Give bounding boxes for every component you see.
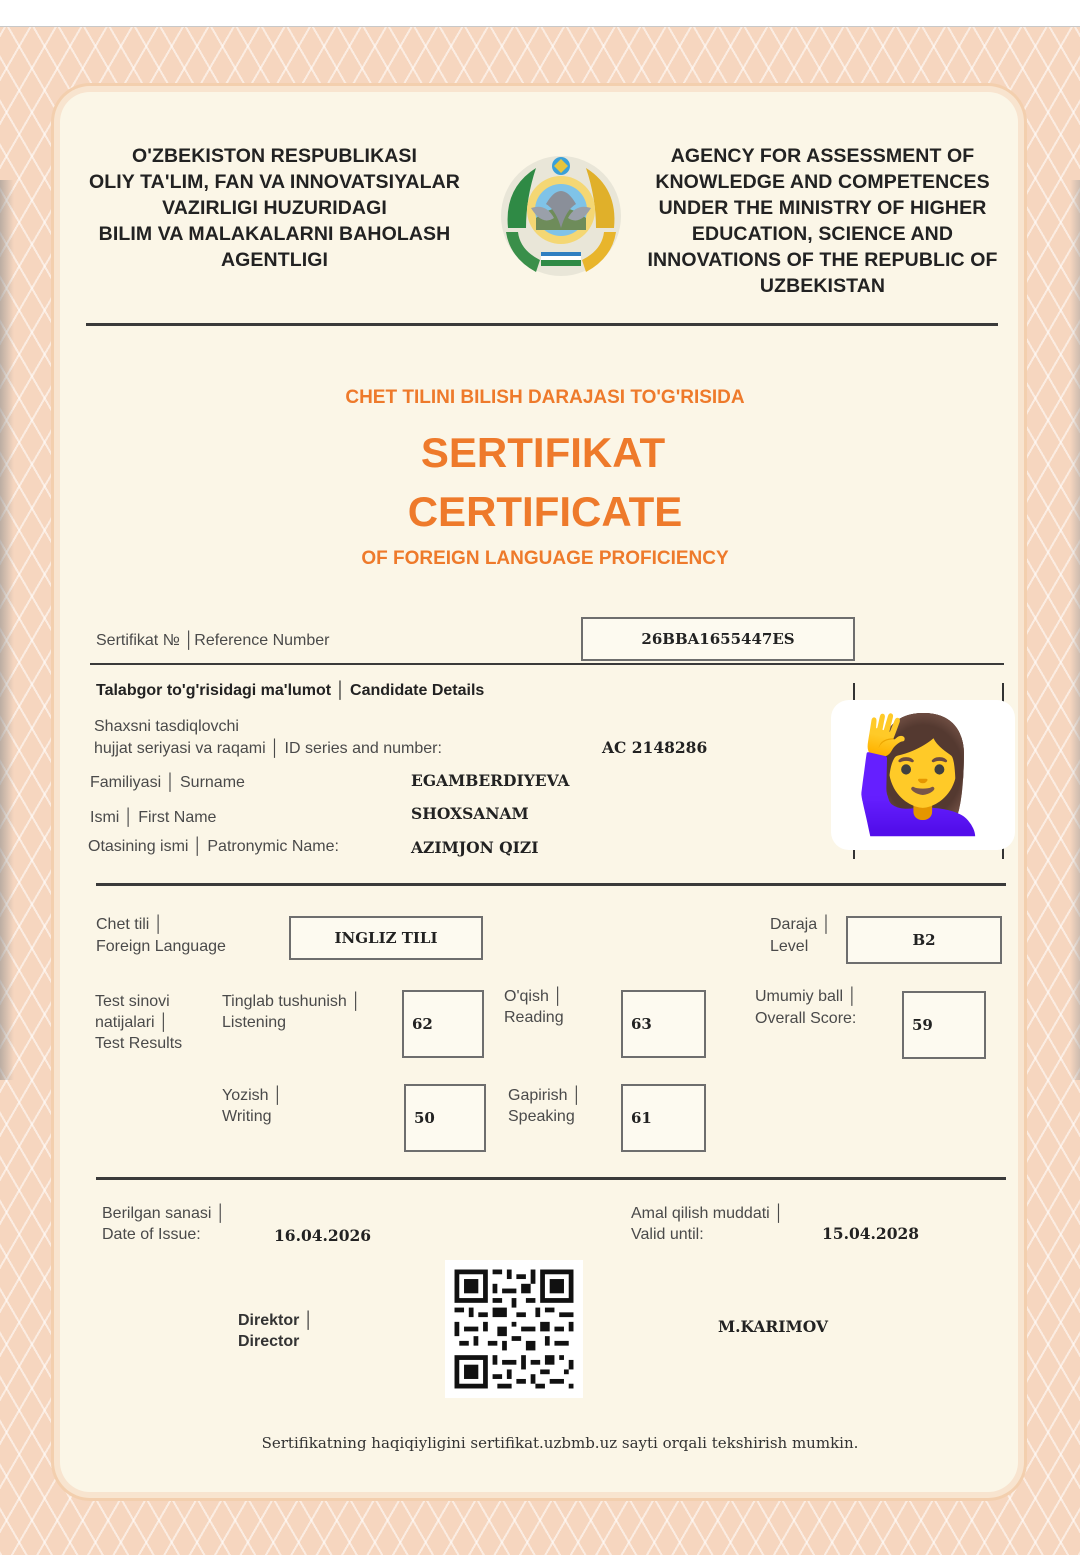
listening-score-box: 62 [402, 990, 484, 1058]
title-pre: CHET TILINI BILISH DARAJASI TO'G'RISIDA [345, 387, 745, 408]
director-label-line1: Direktor │ [238, 1312, 314, 1329]
writing-label-line2: Writing [222, 1108, 272, 1125]
page-edge-shadow-right [1070, 180, 1080, 1080]
header-right-block [630, 143, 1015, 299]
id-label-line2: hujjat seriyasi va raqami │ ID series and number: [94, 740, 442, 757]
patronymic-value: AZIMJON QIZI [411, 838, 539, 857]
person-raising-hand-icon: 🙋‍♀️ [853, 710, 993, 840]
director-name: M.KARIMOV [718, 1317, 828, 1336]
verification-note: Sertifikatning haqiqiyligini sertifikat.uzbmb.uz sayti orqali tekshirish mumkin. [261, 1434, 859, 1452]
results-divider [96, 1177, 1006, 1180]
results-label-line1: Test sinovi [95, 993, 170, 1010]
header-right-line: AGENCY FOR ASSESSMENT OF [670, 145, 975, 167]
issue-date-label-line2: Date of Issue: [102, 1226, 201, 1243]
page-edge-shadow [0, 180, 14, 1080]
level-value-box: B2 [846, 916, 1002, 964]
header-right-line: UNDER THE MINISTRY OF HIGHER [658, 197, 987, 219]
reference-label: Sertifikat № │Reference Number [96, 632, 330, 649]
language-label-line2: Foreign Language [96, 938, 226, 955]
reference-divider [90, 663, 1004, 665]
language-value-box: INGLIZ TILI [289, 916, 483, 960]
overall-score-box: 59 [902, 991, 986, 1059]
header-right-line: UZBEKISTAN [759, 275, 886, 297]
header-left-block [72, 143, 477, 273]
qr-code-icon [445, 1260, 583, 1398]
valid-until-label-line1: Amal qilish muddati │ [631, 1205, 785, 1222]
level-label-line1: Daraja │ [770, 916, 832, 933]
state-emblem-icon [496, 148, 626, 280]
language-label-line1: Chet tili │ [96, 916, 164, 933]
top-bar [0, 0, 1080, 27]
results-label-line2: natijalari │ [95, 1014, 170, 1031]
issue-date-label-line1: Berilgan sanasi │ [102, 1205, 226, 1222]
first-name-label: Ismi │ First Name [90, 809, 217, 826]
writing-label-line1: Yozish │ [222, 1087, 283, 1104]
header-left-line: OLIY TA'LIM, FAN VA INNOVATSIYALAR [89, 171, 460, 193]
id-number-value: AC 2148286 [602, 738, 708, 757]
candidate-section-label: Talabgor to'g'risidagi ma'lumot │ Candidate Details [96, 682, 485, 699]
title-sertifikat: SERTIFIKAT [420, 429, 666, 476]
title-certificate: CERTIFICATE [407, 488, 683, 535]
speaking-score-box: 61 [621, 1084, 706, 1152]
speaking-label-line1: Gapirish │ [508, 1087, 583, 1104]
reference-number-box: 26BBA1655447ES [581, 617, 855, 661]
candidate-divider [96, 883, 1006, 886]
first-name-value: SHOXSANAM [411, 804, 529, 823]
qr-code[interactable] [445, 1260, 583, 1398]
header-right-line: KNOWLEDGE AND COMPETENCES [655, 171, 990, 193]
reading-label-line2: Reading [504, 1009, 564, 1026]
header-divider [86, 323, 998, 326]
director-label-line2: Director [238, 1333, 300, 1350]
title-sub: OF FOREIGN LANGUAGE PROFICIENCY [361, 548, 729, 569]
issue-date-value: 16.04.2026 [274, 1226, 372, 1245]
header-left-line: O'ZBEKISTON RESPUBLIKASI [131, 145, 418, 167]
header-left-line: AGENTLIGI [220, 249, 329, 271]
patronymic-label: Otasining ismi │ Patronymic Name: [88, 838, 339, 855]
overall-label-line1: Umumiy ball │ [755, 988, 858, 1005]
listening-label-line2: Listening [222, 1014, 287, 1031]
reading-label-line1: O'qish │ [504, 988, 564, 1005]
candidate-photo [831, 700, 1015, 850]
header-left-line: VAZIRLIGI HUZURIDAGI [162, 197, 387, 219]
header-right-line: EDUCATION, SCIENCE AND [691, 223, 954, 245]
listening-label-line1: Tinglab tushunish │ [222, 993, 362, 1010]
header-right-line: INNOVATIONS OF THE REPUBLIC OF [647, 249, 998, 271]
reading-score-box: 63 [621, 990, 706, 1058]
level-label-line2: Level [770, 938, 809, 955]
speaking-label-line2: Speaking [508, 1108, 575, 1125]
header-left-line: BILIM VA MALAKALARNI BAHOLASH [98, 223, 451, 245]
surname-label: Familiyasi │ Surname [90, 774, 245, 791]
overall-label-line2: Overall Score: [755, 1010, 857, 1027]
valid-until-value: 15.04.2028 [822, 1224, 920, 1243]
id-label-line1: Shaxsni tasdiqlovchi [94, 718, 239, 735]
valid-until-label-line2: Valid until: [631, 1226, 704, 1243]
writing-score-box: 50 [404, 1084, 486, 1152]
results-label-line3: Test Results [95, 1035, 183, 1052]
surname-value: EGAMBERDIYEVA [411, 771, 570, 790]
